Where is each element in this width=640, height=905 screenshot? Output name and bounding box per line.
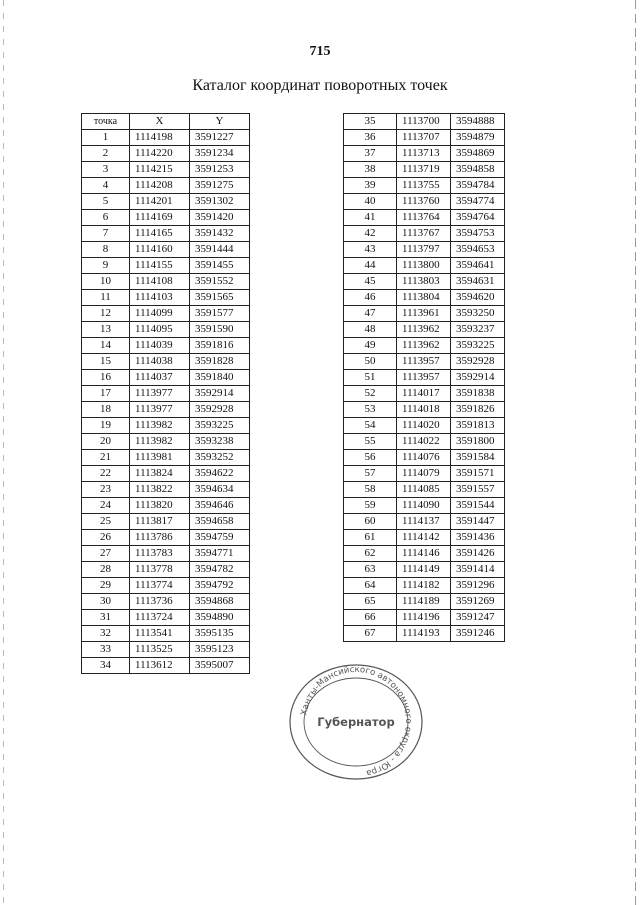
y-coordinate: 3591253	[190, 162, 250, 178]
table-row	[344, 418, 505, 434]
table-row	[344, 162, 505, 178]
table-row	[82, 658, 250, 674]
point-number: 36	[344, 130, 397, 146]
point-number: 14	[82, 338, 130, 354]
y-coordinate: 3593237	[451, 322, 505, 338]
x-coordinate: 1114196	[397, 610, 451, 626]
x-coordinate: 1114079	[397, 466, 451, 482]
point-number: 16	[82, 370, 130, 386]
y-coordinate: 3594620	[451, 290, 505, 306]
y-coordinate: 3591302	[190, 194, 250, 210]
x-coordinate: 1114020	[397, 418, 451, 434]
point-number: 41	[344, 210, 397, 226]
y-coordinate: 3591426	[451, 546, 505, 562]
table-row	[344, 530, 505, 546]
x-coordinate: 1114137	[397, 514, 451, 530]
y-coordinate: 3594764	[451, 210, 505, 226]
y-coordinate: 3594868	[190, 594, 250, 610]
point-number: 51	[344, 370, 397, 386]
x-coordinate: 1114038	[130, 354, 190, 370]
x-coordinate: 1114103	[130, 290, 190, 306]
x-coordinate: 1113541	[130, 626, 190, 642]
point-number: 19	[82, 418, 130, 434]
x-coordinate: 1114189	[397, 594, 451, 610]
point-number: 25	[82, 514, 130, 530]
point-number: 67	[344, 626, 397, 642]
table-row	[344, 290, 505, 306]
x-coordinate: 1114017	[397, 386, 451, 402]
table-row	[344, 114, 505, 130]
point-number: 49	[344, 338, 397, 354]
point-number: 65	[344, 594, 397, 610]
x-coordinate: 1114108	[130, 274, 190, 290]
table-row	[82, 514, 250, 530]
point-number: 54	[344, 418, 397, 434]
x-coordinate: 1113719	[397, 162, 451, 178]
x-coordinate: 1114085	[397, 482, 451, 498]
x-coordinate: 1114076	[397, 450, 451, 466]
table-row	[344, 274, 505, 290]
y-coordinate: 3591565	[190, 290, 250, 306]
table-row	[344, 610, 505, 626]
y-coordinate: 3591577	[190, 306, 250, 322]
point-number: 57	[344, 466, 397, 482]
coordinates-table-left	[81, 113, 250, 674]
table-row	[82, 370, 250, 386]
x-coordinate: 1113774	[130, 578, 190, 594]
point-number: 17	[82, 386, 130, 402]
point-number: 9	[82, 258, 130, 274]
point-number: 56	[344, 450, 397, 466]
point-number: 11	[82, 290, 130, 306]
y-coordinate: 3594753	[451, 226, 505, 242]
table-row	[82, 178, 250, 194]
table-row	[82, 626, 250, 642]
y-coordinate: 3591447	[451, 514, 505, 530]
y-coordinate: 3591234	[190, 146, 250, 162]
table-row	[82, 130, 250, 146]
table-row	[82, 466, 250, 482]
point-number: 66	[344, 610, 397, 626]
table-row	[344, 434, 505, 450]
y-coordinate: 3594784	[451, 178, 505, 194]
x-coordinate: 1113820	[130, 498, 190, 514]
x-coordinate: 1114099	[130, 306, 190, 322]
table-row	[344, 242, 505, 258]
point-number: 50	[344, 354, 397, 370]
point-number: 6	[82, 210, 130, 226]
x-coordinate: 1114201	[130, 194, 190, 210]
y-coordinate: 3591246	[451, 626, 505, 642]
y-coordinate: 3594641	[451, 258, 505, 274]
y-coordinate: 3591275	[190, 178, 250, 194]
y-coordinate: 3591296	[451, 578, 505, 594]
point-number: 34	[82, 658, 130, 674]
y-coordinate: 3594858	[451, 162, 505, 178]
x-coordinate: 1113713	[397, 146, 451, 162]
table-row	[344, 322, 505, 338]
table-row	[82, 354, 250, 370]
point-number: 13	[82, 322, 130, 338]
y-coordinate: 3594653	[451, 242, 505, 258]
point-number: 59	[344, 498, 397, 514]
x-coordinate: 1114220	[130, 146, 190, 162]
point-number: 27	[82, 546, 130, 562]
y-coordinate: 3595123	[190, 642, 250, 658]
table-row	[344, 194, 505, 210]
point-number: 43	[344, 242, 397, 258]
point-number: 62	[344, 546, 397, 562]
coordinates-table-right	[343, 113, 505, 642]
table-row	[82, 642, 250, 658]
x-coordinate: 1114182	[397, 578, 451, 594]
point-number: 20	[82, 434, 130, 450]
x-coordinate: 1113767	[397, 226, 451, 242]
y-coordinate: 3592914	[451, 370, 505, 386]
point-number: 23	[82, 482, 130, 498]
x-coordinate: 1114095	[130, 322, 190, 338]
x-coordinate: 1114037	[130, 370, 190, 386]
x-coordinate: 1114022	[397, 434, 451, 450]
point-number: 35	[344, 114, 397, 130]
scan-right-edge	[635, 0, 636, 905]
point-number: 7	[82, 226, 130, 242]
point-number: 63	[344, 562, 397, 578]
table-row	[344, 226, 505, 242]
x-coordinate: 1113957	[397, 354, 451, 370]
x-coordinate: 1113961	[397, 306, 451, 322]
point-number: 39	[344, 178, 397, 194]
table-row	[344, 370, 505, 386]
x-coordinate: 1113824	[130, 466, 190, 482]
x-coordinate: 1114142	[397, 530, 451, 546]
table-row	[82, 386, 250, 402]
point-number: 64	[344, 578, 397, 594]
table-row	[82, 242, 250, 258]
x-coordinate: 1113803	[397, 274, 451, 290]
point-number: 52	[344, 386, 397, 402]
point-number: 38	[344, 162, 397, 178]
table-row	[82, 146, 250, 162]
x-coordinate: 1114160	[130, 242, 190, 258]
table-row	[82, 594, 250, 610]
y-coordinate: 3594782	[190, 562, 250, 578]
table-row	[344, 482, 505, 498]
x-coordinate: 1113736	[130, 594, 190, 610]
x-coordinate: 1114165	[130, 226, 190, 242]
point-number: 4	[82, 178, 130, 194]
y-coordinate: 3591269	[451, 594, 505, 610]
point-number: 1	[82, 130, 130, 146]
x-coordinate: 1113707	[397, 130, 451, 146]
point-number: 32	[82, 626, 130, 642]
table-row	[344, 258, 505, 274]
x-coordinate: 1113977	[130, 386, 190, 402]
y-coordinate: 3591800	[451, 434, 505, 450]
x-coordinate: 1114146	[397, 546, 451, 562]
x-coordinate: 1113957	[397, 370, 451, 386]
table-row	[82, 194, 250, 210]
table-row	[344, 450, 505, 466]
table-row	[344, 514, 505, 530]
table-row	[82, 290, 250, 306]
y-coordinate: 3594646	[190, 498, 250, 514]
table-row	[344, 546, 505, 562]
x-coordinate: 1113817	[130, 514, 190, 530]
table-row	[82, 322, 250, 338]
y-coordinate: 3592928	[451, 354, 505, 370]
y-coordinate: 3591813	[451, 418, 505, 434]
y-coordinate: 3591838	[451, 386, 505, 402]
point-number: 40	[344, 194, 397, 210]
table-row	[344, 594, 505, 610]
x-coordinate: 1113977	[130, 402, 190, 418]
y-coordinate: 3594622	[190, 466, 250, 482]
table-row	[82, 258, 250, 274]
y-coordinate: 3594631	[451, 274, 505, 290]
table-row	[82, 450, 250, 466]
table-row	[82, 306, 250, 322]
point-number: 33	[82, 642, 130, 658]
point-number: 31	[82, 610, 130, 626]
header-y: Y	[190, 114, 250, 130]
page-number: 715	[309, 44, 331, 59]
x-coordinate: 1114215	[130, 162, 190, 178]
x-coordinate: 1113755	[397, 178, 451, 194]
y-coordinate: 3591414	[451, 562, 505, 578]
table-row	[82, 578, 250, 594]
y-coordinate: 3591840	[190, 370, 250, 386]
table-row	[82, 610, 250, 626]
y-coordinate: 3591590	[190, 322, 250, 338]
x-coordinate: 1113804	[397, 290, 451, 306]
table-row	[344, 386, 505, 402]
point-number: 8	[82, 242, 130, 258]
table-row	[344, 338, 505, 354]
point-number: 48	[344, 322, 397, 338]
x-coordinate: 1113612	[130, 658, 190, 674]
governor-seal-stamp	[286, 661, 426, 783]
y-coordinate: 3594879	[451, 130, 505, 146]
x-coordinate: 1113525	[130, 642, 190, 658]
x-coordinate: 1113778	[130, 562, 190, 578]
y-coordinate: 3591455	[190, 258, 250, 274]
y-coordinate: 3593250	[451, 306, 505, 322]
y-coordinate: 3591571	[451, 466, 505, 482]
table-row	[344, 130, 505, 146]
y-coordinate: 3593238	[190, 434, 250, 450]
y-coordinate: 3591432	[190, 226, 250, 242]
point-number: 2	[82, 146, 130, 162]
header-x: X	[130, 114, 190, 130]
point-number: 42	[344, 226, 397, 242]
y-coordinate: 3591444	[190, 242, 250, 258]
y-coordinate: 3591828	[190, 354, 250, 370]
x-coordinate: 1113822	[130, 482, 190, 498]
table-row	[344, 146, 505, 162]
table-body-right	[344, 114, 505, 642]
point-number: 55	[344, 434, 397, 450]
x-coordinate: 1114039	[130, 338, 190, 354]
y-coordinate: 3591436	[451, 530, 505, 546]
header-point: точка	[82, 114, 130, 130]
y-coordinate: 3595007	[190, 658, 250, 674]
y-coordinate: 3595135	[190, 626, 250, 642]
point-number: 28	[82, 562, 130, 578]
x-coordinate: 1113962	[397, 338, 451, 354]
x-coordinate: 1114169	[130, 210, 190, 226]
x-coordinate: 1113982	[130, 434, 190, 450]
point-number: 12	[82, 306, 130, 322]
table-row	[82, 226, 250, 242]
x-coordinate: 1113700	[397, 114, 451, 130]
y-coordinate: 3594869	[451, 146, 505, 162]
table-row	[82, 338, 250, 354]
point-number: 10	[82, 274, 130, 290]
table-row	[344, 354, 505, 370]
y-coordinate: 3591420	[190, 210, 250, 226]
x-coordinate: 1113783	[130, 546, 190, 562]
point-number: 30	[82, 594, 130, 610]
point-number: 15	[82, 354, 130, 370]
y-coordinate: 3591584	[451, 450, 505, 466]
table-row	[82, 498, 250, 514]
y-coordinate: 3594771	[190, 546, 250, 562]
seal-center-text: Губернатор	[317, 715, 395, 729]
y-coordinate: 3592914	[190, 386, 250, 402]
x-coordinate: 1114018	[397, 402, 451, 418]
table-row	[344, 306, 505, 322]
y-coordinate: 3591557	[451, 482, 505, 498]
y-coordinate: 3591826	[451, 402, 505, 418]
point-number: 53	[344, 402, 397, 418]
table-row	[82, 162, 250, 178]
point-number: 47	[344, 306, 397, 322]
y-coordinate: 3594759	[190, 530, 250, 546]
y-coordinate: 3593225	[190, 418, 250, 434]
x-coordinate: 1114149	[397, 562, 451, 578]
y-coordinate: 3594890	[190, 610, 250, 626]
x-coordinate: 1114198	[130, 130, 190, 146]
table-row	[82, 418, 250, 434]
table-body-left	[82, 130, 250, 674]
y-coordinate: 3591816	[190, 338, 250, 354]
x-coordinate: 1114155	[130, 258, 190, 274]
y-coordinate: 3591247	[451, 610, 505, 626]
table-row	[82, 210, 250, 226]
x-coordinate: 1113760	[397, 194, 451, 210]
point-number: 29	[82, 578, 130, 594]
y-coordinate: 3591544	[451, 498, 505, 514]
point-number: 46	[344, 290, 397, 306]
y-coordinate: 3591552	[190, 274, 250, 290]
point-number: 22	[82, 466, 130, 482]
table-row	[344, 626, 505, 642]
scan-left-edge	[3, 0, 4, 905]
x-coordinate: 1113764	[397, 210, 451, 226]
table-row	[82, 546, 250, 562]
point-number: 24	[82, 498, 130, 514]
x-coordinate: 1113724	[130, 610, 190, 626]
table-row	[82, 434, 250, 450]
table-row	[344, 578, 505, 594]
table-row	[344, 466, 505, 482]
x-coordinate: 1113962	[397, 322, 451, 338]
point-number: 21	[82, 450, 130, 466]
x-coordinate: 1113797	[397, 242, 451, 258]
table-row	[82, 530, 250, 546]
x-coordinate: 1114193	[397, 626, 451, 642]
y-coordinate: 3593225	[451, 338, 505, 354]
x-coordinate: 1113800	[397, 258, 451, 274]
point-number: 3	[82, 162, 130, 178]
x-coordinate: 1113982	[130, 418, 190, 434]
y-coordinate: 3594888	[451, 114, 505, 130]
y-coordinate: 3594774	[451, 194, 505, 210]
point-number: 26	[82, 530, 130, 546]
point-number: 61	[344, 530, 397, 546]
y-coordinate: 3594658	[190, 514, 250, 530]
point-number: 37	[344, 146, 397, 162]
y-coordinate: 3594792	[190, 578, 250, 594]
table-row	[82, 562, 250, 578]
x-coordinate: 1114090	[397, 498, 451, 514]
point-number: 58	[344, 482, 397, 498]
x-coordinate: 1113981	[130, 450, 190, 466]
x-coordinate: 1113786	[130, 530, 190, 546]
y-coordinate: 3593252	[190, 450, 250, 466]
table-row	[82, 402, 250, 418]
y-coordinate: 3594634	[190, 482, 250, 498]
point-number: 45	[344, 274, 397, 290]
point-number: 18	[82, 402, 130, 418]
table-row	[344, 178, 505, 194]
table-row	[82, 482, 250, 498]
y-coordinate: 3592928	[190, 402, 250, 418]
point-number: 5	[82, 194, 130, 210]
page-title: Каталог координат поворотных точек	[192, 77, 448, 94]
seal-ring-text: Ханты-Мансийского автономного округа - Югра	[299, 664, 414, 778]
table-row	[344, 210, 505, 226]
table-row	[344, 498, 505, 514]
table-row	[344, 402, 505, 418]
point-number: 60	[344, 514, 397, 530]
table-row	[344, 562, 505, 578]
y-coordinate: 3591227	[190, 130, 250, 146]
point-number: 44	[344, 258, 397, 274]
table-header-row	[82, 114, 250, 130]
x-coordinate: 1114208	[130, 178, 190, 194]
table-row	[82, 274, 250, 290]
